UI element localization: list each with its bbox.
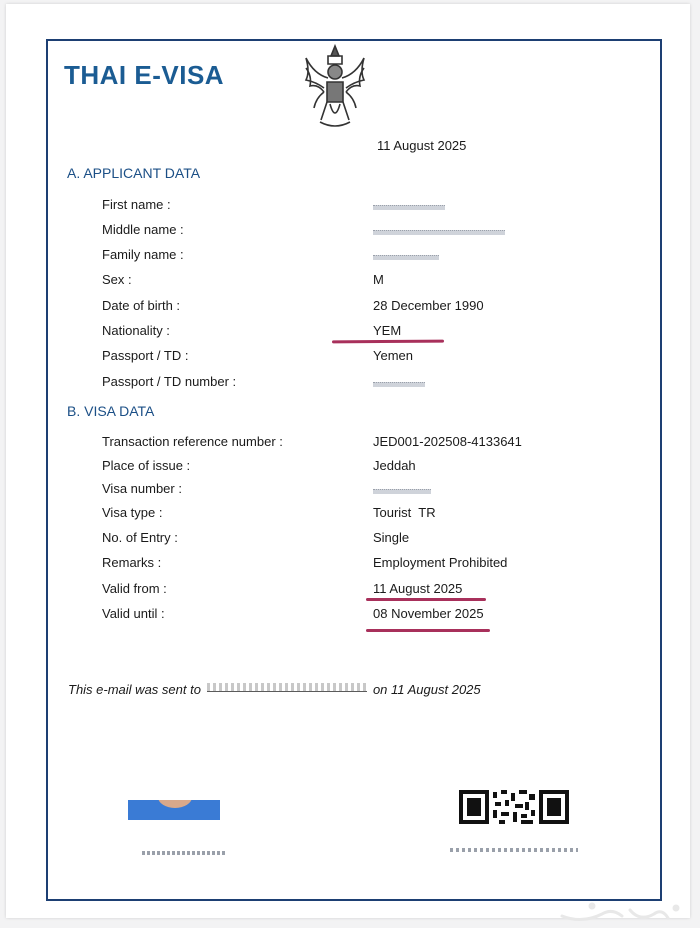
applicant-row-family-name xyxy=(0,247,700,267)
visa-row-valid-from xyxy=(0,581,700,601)
field-value: Single xyxy=(373,530,410,545)
photo-face xyxy=(158,800,192,808)
field-value: Tourist TR xyxy=(373,505,436,520)
visa-row-transaction-reference xyxy=(0,434,700,454)
field-label: Valid from : xyxy=(102,581,167,596)
applicant-row-passport-number xyxy=(0,374,700,394)
field-label: Visa number : xyxy=(102,481,182,496)
highlight-underline xyxy=(366,598,486,601)
field-label: Place of issue : xyxy=(102,458,191,473)
applicant-row-date-of-birth xyxy=(0,298,700,318)
visa-row-visa-type xyxy=(0,505,700,525)
applicant-photo xyxy=(128,800,220,820)
redacted-value xyxy=(373,230,505,235)
redacted-value xyxy=(373,489,431,494)
field-label: Transaction reference number : xyxy=(102,434,283,449)
field-label: Nationality : xyxy=(102,323,170,338)
applicant-row-middle-name xyxy=(0,222,700,242)
field-label: Sex : xyxy=(102,272,132,287)
field-value: M xyxy=(373,272,384,287)
field-label: Date of birth : xyxy=(102,298,181,313)
qr-code-icon xyxy=(459,790,569,824)
redacted-value xyxy=(373,382,425,387)
field-value: Yemen xyxy=(373,348,413,363)
email-notice-suffix: on 11 August 2025 xyxy=(372,682,481,697)
redacted-photo-caption xyxy=(142,851,227,855)
field-value: Employment Prohibited xyxy=(373,555,508,570)
field-value: 28 December 1990 xyxy=(373,298,484,313)
applicant-section-title: A. APPLICANT DATA xyxy=(67,165,201,181)
field-value: 08 November 2025 xyxy=(373,606,484,621)
field-label: No. of Entry : xyxy=(102,530,178,545)
field-value: JED001-202508-4133641 xyxy=(373,434,522,449)
visa-row-visa-number xyxy=(0,481,700,501)
visa-row-valid-until xyxy=(0,606,700,626)
applicant-row-first-name xyxy=(0,197,700,217)
applicant-row-sex xyxy=(0,272,700,292)
field-label: Family name : xyxy=(102,247,184,262)
field-label: Middle name : xyxy=(102,222,184,237)
field-value: 11 August 2025 xyxy=(373,581,463,596)
issue-date: 11 August 2025 xyxy=(377,138,467,153)
redacted-value xyxy=(373,205,445,210)
highlight-underline xyxy=(366,629,490,632)
field-value: Jeddah xyxy=(373,458,416,473)
field-value: YEM xyxy=(373,323,402,338)
watermark-logo-icon xyxy=(552,900,692,924)
garuda-emblem-icon xyxy=(300,42,370,132)
redacted-email-link xyxy=(207,683,367,692)
redacted-qr-caption xyxy=(450,848,578,852)
field-label: Visa type : xyxy=(102,505,163,520)
field-label: Valid until : xyxy=(102,606,165,621)
field-label: Passport / TD : xyxy=(102,348,189,363)
email-notice-prefix: This e-mail was sent to xyxy=(68,682,201,697)
field-label: Remarks : xyxy=(102,555,162,570)
visa-row-remarks xyxy=(0,555,700,575)
visa-row-place-of-issue xyxy=(0,458,700,478)
page-title: THAI E-VISA xyxy=(64,60,225,90)
visa-section-title: B. VISA DATA xyxy=(67,403,155,419)
redacted-value xyxy=(373,255,439,260)
visa-row-number-of-entry xyxy=(0,530,700,550)
field-label: First name : xyxy=(102,197,171,212)
email-notice xyxy=(68,682,481,697)
applicant-row-passport-td xyxy=(0,348,700,368)
field-label: Passport / TD number : xyxy=(102,374,237,389)
